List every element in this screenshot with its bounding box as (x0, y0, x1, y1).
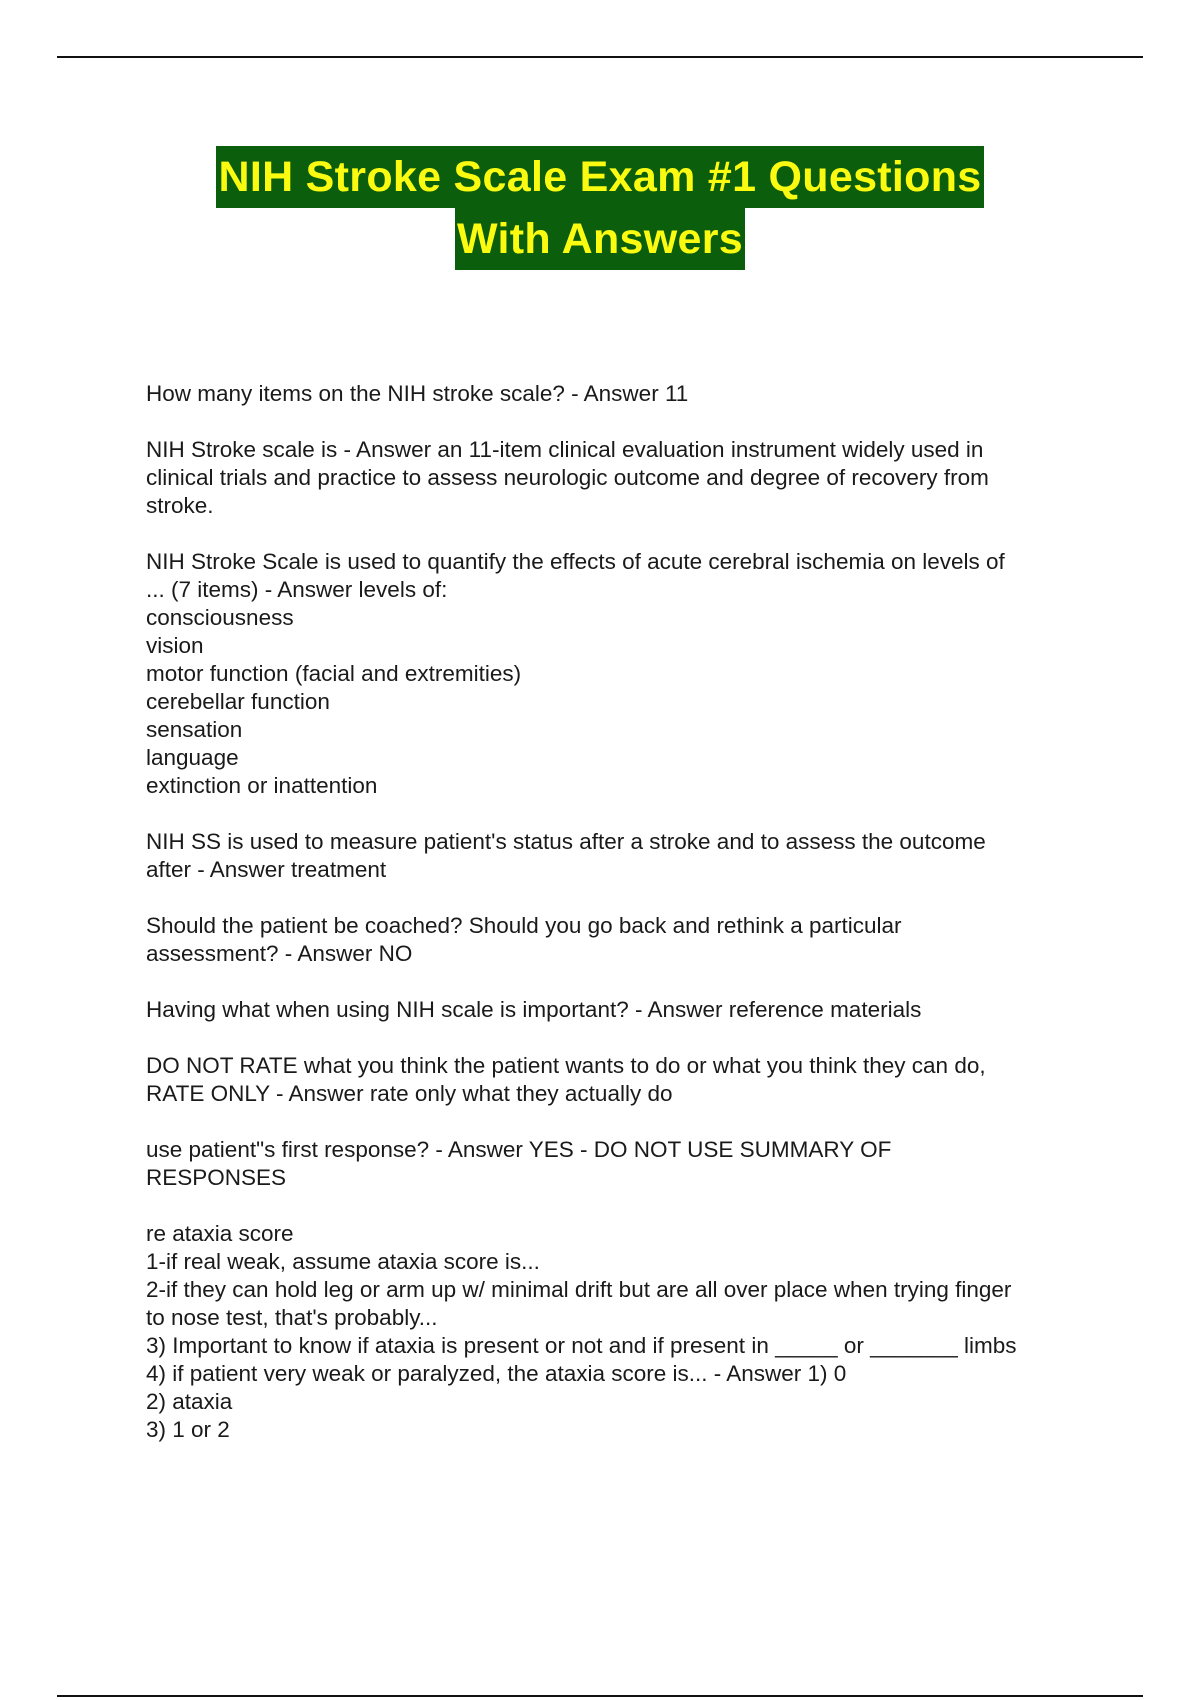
qa-item (146, 380, 1096, 408)
qa-line: RESPONSES (146, 1165, 287, 1190)
qa-line: NIH Stroke Scale is used to quantify the effects of acute cerebral ischemia on levels of (146, 549, 1005, 574)
qa-line: motor function (facial and extremities) (146, 661, 522, 686)
qa-line: Should the patient be coached? Should you go back and rethink a particular (146, 913, 902, 938)
qa-list (146, 380, 1096, 1472)
bottom-rule (57, 1695, 1143, 1697)
qa-text (146, 1136, 1096, 1192)
qa-text (146, 1220, 1096, 1444)
qa-text (146, 996, 1096, 1024)
qa-item (146, 436, 1096, 520)
qa-line: language (146, 745, 239, 770)
qa-item (146, 912, 1096, 968)
qa-line: to nose test, that's probably... (146, 1305, 438, 1330)
qa-item (146, 548, 1096, 800)
qa-line: re ataxia score (146, 1221, 294, 1246)
qa-text (146, 548, 1096, 800)
qa-line: use patient"s first response? - Answer YES - DO NOT USE SUMMARY OF (146, 1137, 892, 1162)
qa-line: assessment? - Answer NO (146, 941, 413, 966)
qa-line: 1-if real weak, assume ataxia score is... (146, 1249, 540, 1274)
qa-line: 4) if patient very weak or paralyzed, the ataxia score is... - Answer 1) 0 (146, 1361, 847, 1386)
qa-line: after - Answer treatment (146, 857, 387, 882)
qa-line: How many items on the NIH stroke scale? - Answer 11 (146, 381, 689, 406)
qa-line: cerebellar function (146, 689, 330, 714)
qa-text (146, 436, 1096, 520)
qa-line: ... (7 items) - Answer levels of: (146, 577, 448, 602)
qa-line: extinction or inattention (146, 773, 378, 798)
title-line-2: With Answers (455, 208, 745, 270)
qa-line: RATE ONLY - Answer rate only what they actually do (146, 1081, 673, 1106)
qa-item (146, 1220, 1096, 1444)
qa-line: consciousness (146, 605, 294, 630)
qa-line: 3) 1 or 2 (146, 1417, 230, 1442)
qa-line: Having what when using NIH scale is important? - Answer reference materials (146, 997, 922, 1022)
qa-line: NIH Stroke scale is - Answer an 11-item clinical evaluation instrument widely used in (146, 437, 984, 462)
qa-line: stroke. (146, 493, 214, 518)
qa-line: DO NOT RATE what you think the patient wants to do or what you think they can do, (146, 1053, 986, 1078)
qa-line: 3) Important to know if ataxia is present or not and if present in _____ or _______ limbs (146, 1333, 1017, 1358)
qa-line: 2-if they can hold leg or arm up w/ minimal drift but are all over place when trying finger (146, 1277, 1012, 1302)
qa-item (146, 1052, 1096, 1108)
qa-line: sensation (146, 717, 243, 742)
qa-line: 2) ataxia (146, 1389, 233, 1414)
qa-item (146, 996, 1096, 1024)
top-rule (57, 56, 1143, 58)
qa-text (146, 912, 1096, 968)
qa-line: clinical trials and practice to assess neurologic outcome and degree of recovery from (146, 465, 989, 490)
qa-line: NIH SS is used to measure patient's status after a stroke and to assess the outcome (146, 829, 986, 854)
qa-item (146, 828, 1096, 884)
qa-text (146, 1052, 1096, 1108)
document-title (0, 146, 1200, 270)
qa-line: vision (146, 633, 204, 658)
qa-text (146, 828, 1096, 884)
qa-item (146, 1136, 1096, 1192)
title-line-1: NIH Stroke Scale Exam #1 Questions (216, 146, 983, 208)
qa-text (146, 380, 1096, 408)
